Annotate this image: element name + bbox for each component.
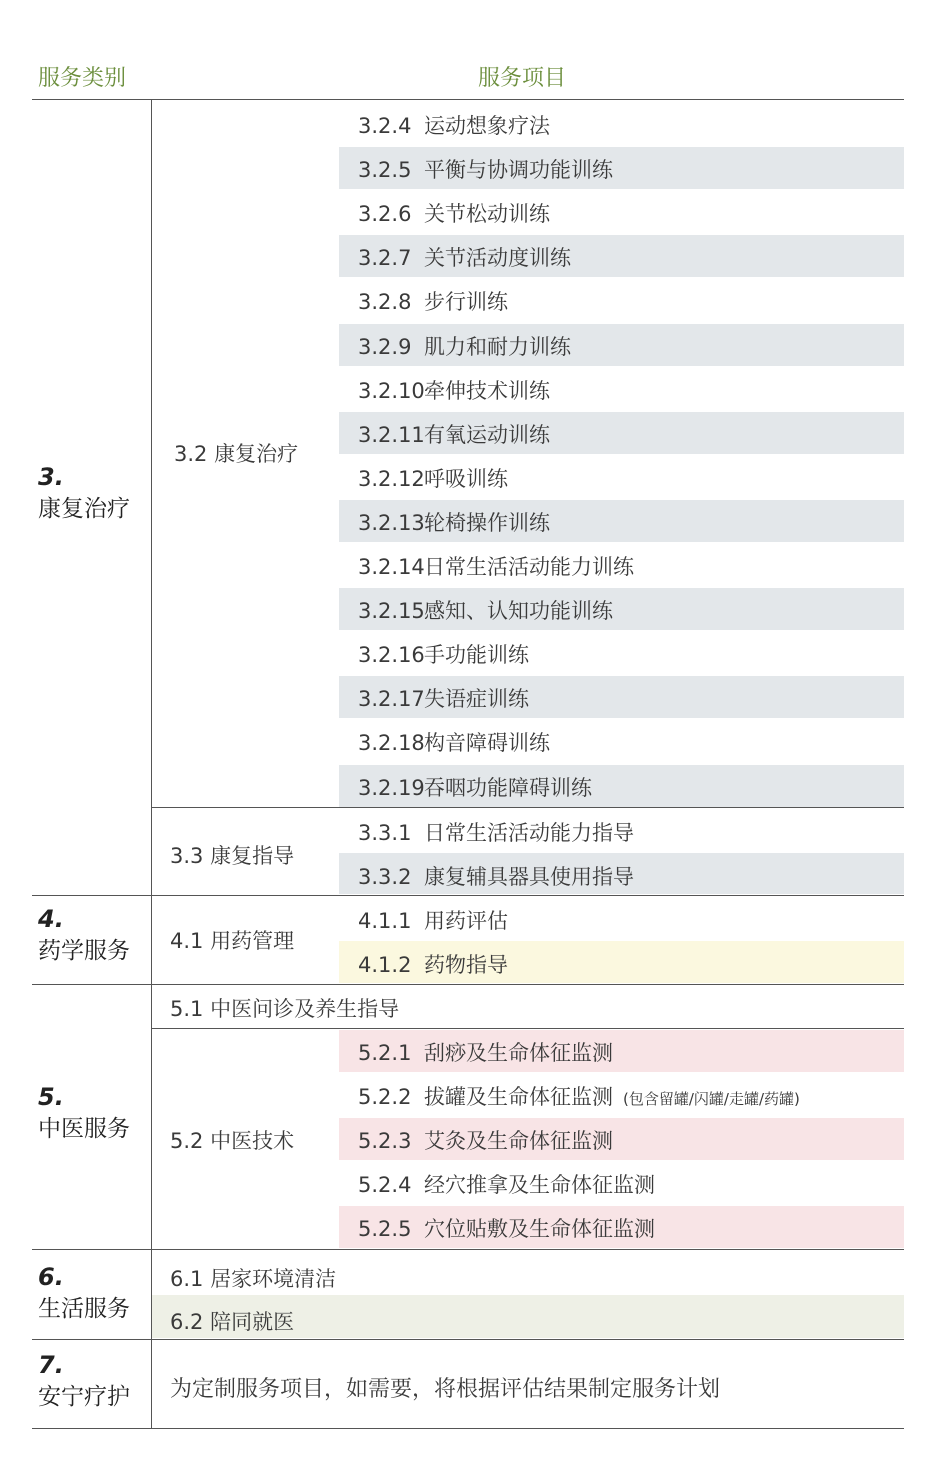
subcategory-5-2: 5.2 中医技术 <box>170 1129 295 1153</box>
item-3-3-row <box>358 861 634 891</box>
item-text: 用药评估 <box>424 909 508 933</box>
item-3-2-row <box>358 639 529 669</box>
item-text: 吞咽功能障碍训练 <box>424 775 592 800</box>
item-text: 拔罐及生命体征监测 <box>424 1085 613 1110</box>
rule <box>151 1028 904 1029</box>
item-number: 5.2.4 <box>358 1173 412 1198</box>
item-3-2-row <box>358 110 550 140</box>
rule <box>32 1249 904 1250</box>
item-text: 运动想象疗法 <box>424 114 550 138</box>
item-3-3-row <box>358 817 634 847</box>
category-pharmacy <box>38 904 130 968</box>
item-number: 3.2.12 <box>358 466 425 491</box>
category-number: 3. <box>38 463 64 491</box>
item-number: 3.2.8 <box>358 290 412 315</box>
item-number: 3.2.17 <box>358 687 425 712</box>
subcategory-3-3: 3.3 康复指导 <box>170 844 295 868</box>
rule <box>151 807 904 808</box>
item-number: 3.2.6 <box>358 202 412 227</box>
item-number: 3.2.11 <box>358 422 425 447</box>
item-number: 3.2.9 <box>358 334 412 359</box>
item-6-1: 6.1 居家环境清洁 <box>170 1267 337 1291</box>
item-4-1-row <box>358 905 508 935</box>
header-rule <box>32 99 904 100</box>
header-category: 服务类别 <box>38 66 127 91</box>
item-number: 3.2.13 <box>358 510 425 535</box>
item-text: 康复辅具器具使用指导 <box>424 865 634 889</box>
item-text: 牵伸技术训练 <box>424 378 550 403</box>
item-number: 5.2.2 <box>358 1085 412 1110</box>
item-number: 5.2.5 <box>358 1217 412 1242</box>
item-3-2-row <box>358 154 613 184</box>
item-number: 5.2.3 <box>358 1129 412 1154</box>
item-3-2-row <box>358 419 550 449</box>
category-life <box>38 1262 130 1326</box>
item-text: 刮痧及生命体征监测 <box>424 1041 613 1065</box>
category-hospice <box>38 1350 130 1414</box>
item-3-2-row <box>358 683 529 713</box>
item-5-2-row <box>358 1037 613 1067</box>
rule <box>32 1428 904 1429</box>
item-text: 肌力和耐力训练 <box>424 334 571 359</box>
item-text: 感知、认知功能训练 <box>424 599 613 624</box>
item-3-2-row <box>358 727 550 757</box>
subcategory-3-2: 3.2 康复治疗 <box>174 442 299 466</box>
item-text: 有氧运动训练 <box>424 422 550 447</box>
item-number: 3.2.19 <box>358 775 425 800</box>
item-text: 艾灸及生命体征监测 <box>424 1129 613 1154</box>
item-3-2-row <box>358 772 592 802</box>
item-number: 3.2.14 <box>358 555 425 579</box>
item-number: 3.2.15 <box>358 599 425 624</box>
item-text: 轮椅操作训练 <box>424 510 550 535</box>
subcategory-5-1: 5.1 中医问诊及养生指导 <box>170 997 400 1021</box>
item-text: 步行训练 <box>424 290 508 315</box>
item-text: 失语症训练 <box>424 687 529 712</box>
item-text: 药物指导 <box>424 953 508 977</box>
item-text: 关节松动训练 <box>424 202 550 227</box>
item-3-2-row <box>358 242 571 272</box>
item-3-2-row <box>358 463 508 493</box>
item-text: 手功能训练 <box>424 643 529 668</box>
item-number: 3.2.18 <box>358 731 425 756</box>
category-name: 药学服务 <box>38 938 130 964</box>
item-3-2-row <box>358 286 508 316</box>
category-name: 中医服务 <box>38 1116 130 1142</box>
category-name: 安宁疗护 <box>38 1384 130 1410</box>
item-5-2-row <box>358 1081 800 1111</box>
item-number: 3.2.10 <box>358 378 425 403</box>
item-7: 为定制服务项目，如需要，将根据评估结果制定服务计划 <box>170 1377 721 1402</box>
item-number: 3.2.7 <box>358 246 412 271</box>
category-number: 5. <box>38 1083 64 1111</box>
item-5-2-row <box>358 1169 655 1199</box>
category-rehab <box>38 462 130 526</box>
item-4-1-row <box>358 949 508 979</box>
item-text: 穴位贴敷及生命体征监测 <box>424 1217 655 1242</box>
category-number: 7. <box>38 1351 64 1379</box>
header-items: 服务项目 <box>478 66 567 91</box>
item-number: 4.1.1 <box>358 909 412 933</box>
item-3-2-row <box>358 198 550 228</box>
item-number: 3.2.4 <box>358 114 412 138</box>
item-number: 3.3.1 <box>358 821 412 845</box>
category-name: 生活服务 <box>38 1296 130 1322</box>
item-text: 日常生活活动能力指导 <box>424 821 634 845</box>
item-5-2-row <box>358 1125 613 1155</box>
item-number: 3.2.5 <box>358 158 412 183</box>
item-3-2-row <box>358 331 571 361</box>
item-text: 日常生活活动能力训练 <box>424 555 634 579</box>
item-note: (包含留罐/闪罐/走罐/药罐) <box>623 1090 800 1109</box>
item-number: 3.2.16 <box>358 643 425 668</box>
rule <box>32 1339 904 1340</box>
rule <box>32 984 904 985</box>
item-number: 5.2.1 <box>358 1041 412 1065</box>
item-text: 经穴推拿及生命体征监测 <box>424 1173 655 1198</box>
item-number: 4.1.2 <box>358 953 412 977</box>
item-3-2-row <box>358 595 613 625</box>
item-6-2: 6.2 陪同就医 <box>170 1310 295 1334</box>
item-3-2-row <box>358 375 550 405</box>
item-3-2-row <box>358 551 634 581</box>
rule <box>32 895 904 896</box>
item-text: 构音障碍训练 <box>424 731 550 756</box>
category-name: 康复治疗 <box>38 496 130 522</box>
category-number: 6. <box>38 1263 64 1291</box>
subcategory-4-1: 4.1 用药管理 <box>170 929 295 953</box>
item-text: 关节活动度训练 <box>424 246 571 271</box>
item-number: 3.3.2 <box>358 865 412 889</box>
item-3-2-row <box>358 507 550 537</box>
category-number: 4. <box>38 905 64 933</box>
category-tcm <box>38 1082 130 1146</box>
column-divider <box>151 100 152 1428</box>
item-5-2-row <box>358 1213 655 1243</box>
item-text: 呼吸训练 <box>424 466 508 491</box>
item-text: 平衡与协调功能训练 <box>424 158 613 183</box>
